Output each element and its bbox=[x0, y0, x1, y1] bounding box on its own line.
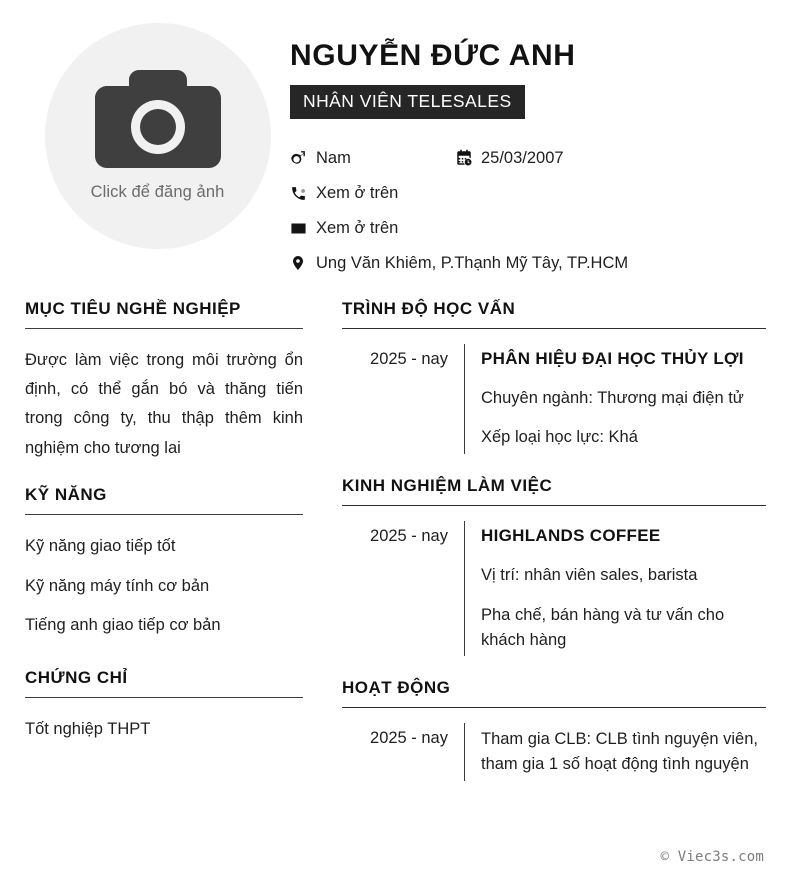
list-item: Kỹ năng giao tiếp tốt bbox=[25, 536, 176, 555]
section-title-skills: KỸ NĂNG bbox=[25, 484, 107, 504]
contact-email-value: Xem ở trên bbox=[316, 218, 399, 237]
entry-line: Chuyên ngành: Thương mại điện tử bbox=[481, 388, 744, 407]
section-title-certificates: CHỨNG CHỈ bbox=[25, 667, 128, 687]
section-activities bbox=[342, 678, 766, 781]
contact-phone-value: Xem ở trên bbox=[316, 183, 399, 202]
contact-birthday-value: 25/03/2007 bbox=[481, 148, 564, 167]
skills-list bbox=[25, 527, 303, 646]
entry-date: 2025 - nay bbox=[370, 729, 448, 748]
section-divider bbox=[342, 505, 766, 506]
section-divider bbox=[342, 707, 766, 708]
left-column bbox=[25, 299, 315, 750]
section-objective bbox=[25, 299, 303, 463]
location-pin-icon bbox=[290, 254, 316, 272]
cv-body bbox=[0, 299, 800, 781]
section-experience bbox=[342, 476, 766, 656]
identity-column bbox=[290, 15, 766, 281]
entry-content bbox=[464, 521, 766, 656]
contact-birthday bbox=[455, 141, 766, 176]
entry-content bbox=[464, 344, 766, 455]
photo-upload-area[interactable] bbox=[45, 23, 271, 249]
avatar-column bbox=[25, 15, 290, 249]
photo-upload-label: Click để đăng ảnh bbox=[90, 183, 225, 201]
section-divider bbox=[25, 514, 303, 515]
entry-heading: PHÂN HIỆU ĐẠI HỌC THỦY LỢI bbox=[481, 348, 744, 368]
entry-line: Xếp loại học lực: Khá bbox=[481, 428, 638, 447]
full-name: NGUYỄN ĐỨC ANH bbox=[290, 39, 576, 72]
entry-line: Pha chế, bán hàng và tư vấn cho khách hàng bbox=[481, 605, 725, 649]
section-title-objective: MỤC TIÊU NGHỀ NGHIỆP bbox=[25, 298, 241, 318]
entry-date: 2025 - nay bbox=[370, 527, 448, 545]
section-certificates bbox=[25, 668, 303, 750]
footer-copyright: © Viec3s.com bbox=[660, 849, 764, 865]
section-title-activities: HOẠT ĐỘNG bbox=[342, 678, 451, 698]
section-skills bbox=[25, 485, 303, 646]
activity-entry bbox=[342, 723, 766, 781]
contact-info bbox=[290, 141, 766, 281]
section-education bbox=[342, 299, 766, 455]
entry-line: Tham gia CLB: CLB tình nguyện viên, tham gia 1 số hoạt động tình nguyện bbox=[481, 730, 758, 773]
entry-content bbox=[464, 723, 766, 781]
certificates-list bbox=[25, 710, 303, 750]
experience-entry bbox=[342, 521, 766, 656]
contact-address-value: Ung Văn Khiêm, P.Thạnh Mỹ Tây, TP.HCM bbox=[316, 253, 629, 272]
list-item: Kỹ năng máy tính cơ bản bbox=[25, 576, 210, 595]
job-title-badge: NHÂN VIÊN TELESALES bbox=[290, 85, 525, 119]
entry-date: 2025 - nay bbox=[370, 349, 448, 368]
camera-icon bbox=[95, 70, 221, 173]
objective-text: Được làm việc trong môi trường ổn định, có thể gắn bó và thăng tiến trong công ty, thu thập thêm kinh nghiệm cho tương lai bbox=[25, 350, 303, 457]
contact-email bbox=[290, 211, 766, 246]
calendar-clock-icon bbox=[455, 149, 481, 167]
envelope-icon bbox=[290, 220, 316, 237]
education-entry bbox=[342, 344, 766, 455]
list-item: Tốt nghiệp THPT bbox=[25, 719, 151, 738]
section-divider bbox=[25, 328, 303, 329]
section-divider bbox=[342, 328, 766, 329]
right-column bbox=[315, 299, 766, 781]
section-title-experience: KINH NGHIỆM LÀM VIỆC bbox=[342, 476, 553, 495]
gender-icon bbox=[290, 150, 316, 167]
section-divider bbox=[25, 697, 303, 698]
contact-phone bbox=[290, 176, 766, 211]
contact-gender-value: Nam bbox=[316, 148, 351, 167]
entry-line: Vị trí: nhân viên sales, barista bbox=[481, 566, 698, 584]
section-title-education: TRÌNH ĐỘ HỌC VẤN bbox=[342, 298, 516, 318]
list-item: Tiếng anh giao tiếp cơ bản bbox=[25, 616, 221, 635]
contact-gender bbox=[290, 141, 455, 176]
phone-icon bbox=[290, 185, 316, 202]
contact-address bbox=[290, 246, 766, 281]
entry-heading: HIGHLANDS COFFEE bbox=[481, 526, 661, 545]
cv-header-area bbox=[0, 0, 800, 281]
